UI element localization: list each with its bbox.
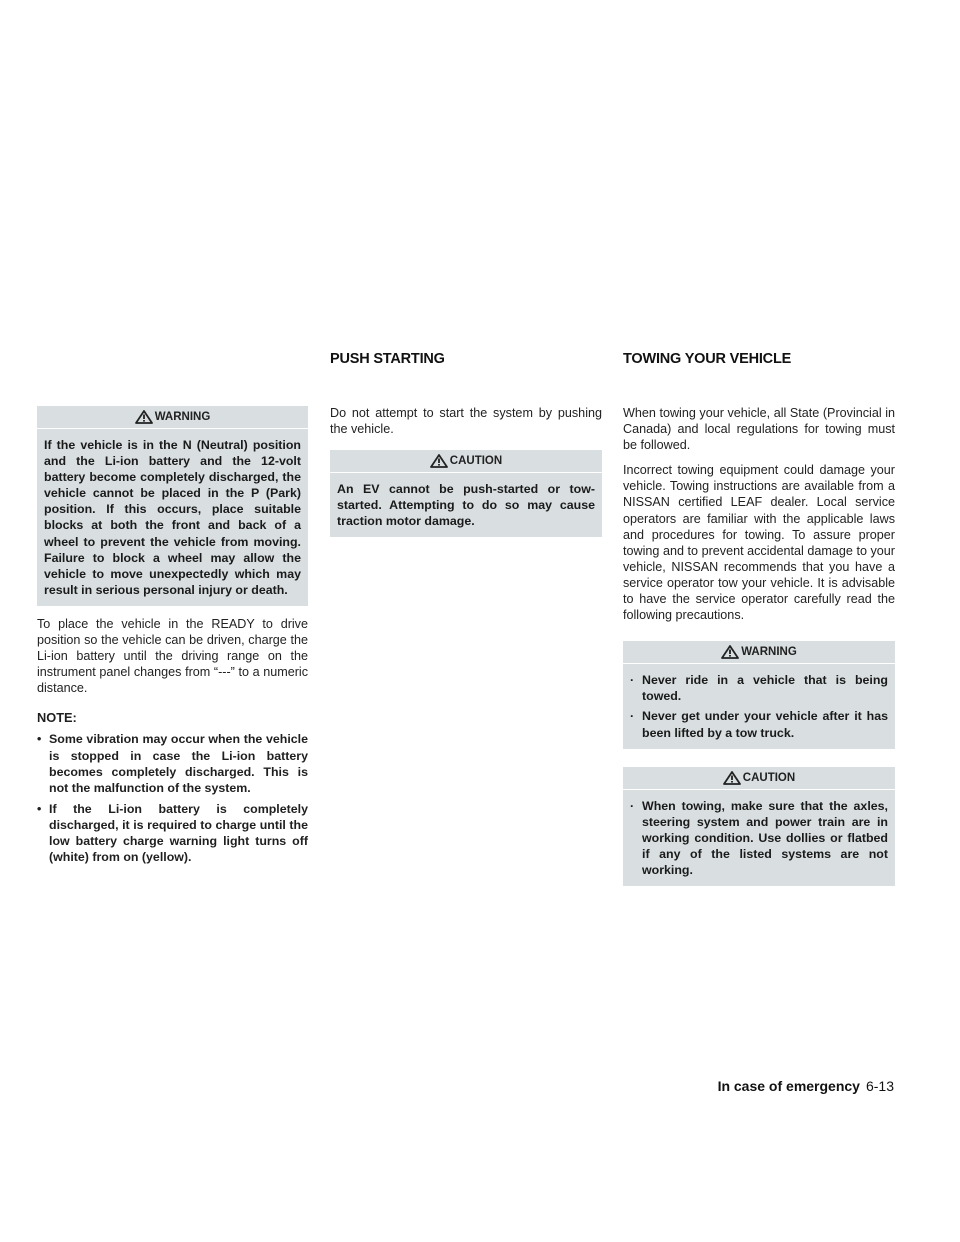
towing-warning-box — [623, 641, 895, 748]
note-item: • Some vibration may occur when the vehicle is stopped in case the Li-ion battery becomes completely discharged. This is not the malfunction of the system. — [37, 732, 308, 795]
ready-paragraph: To place the vehicle in the READY to drive position so the vehicle can be driven, charge the Li-ion battery until the driving range on the instrument panel changes from “---” to a numeric distance. — [37, 616, 308, 696]
towing-column — [623, 349, 895, 896]
caution-label: CAUTION — [449, 455, 503, 468]
caution-header — [330, 450, 602, 473]
towing-warning-header — [623, 641, 895, 664]
list-item: · Never get under your vehicle after it has been lifted by a tow truck. — [630, 709, 888, 740]
caution-box — [330, 450, 602, 537]
warning-triangle-icon — [723, 771, 741, 785]
push-starting-title: PUSH STARTING — [330, 351, 445, 367]
list-item: · When towing, make sure that the axles, steering system and power train are in working condition. Use dollies or flatbed if any of the listed systems are not working. — [630, 798, 888, 877]
warning-box — [37, 406, 308, 606]
left-column — [37, 406, 308, 870]
warning-label: WARNING — [154, 411, 211, 423]
towing-title: TOWING YOUR VEHICLE — [623, 351, 792, 367]
towing-caution-header — [623, 767, 895, 790]
towing-para-1: When towing your vehicle, all State (Provincial in Canada) and local regulations for towing must be followed. — [623, 406, 895, 453]
warning-triangle-icon — [135, 410, 153, 424]
bullet-icon: • — [37, 732, 42, 747]
page-footer — [718, 1078, 894, 1094]
bullet-icon: · — [630, 673, 635, 688]
bullet-icon: · — [630, 798, 635, 813]
warning-triangle-icon — [721, 645, 739, 659]
warning-text: If the vehicle is in the N (Neutral) position and the Li-ion battery and the 12-volt battery become completely discharged, the vehicle cannot be placed in the P (Park) position. If this occurs, place suitable blocks at both the front and back of a wheel to prevent the vehicle from moving. Failure to block a wheel may allow the vehicle to move unexpectedly which may result in serious personal injury or death. — [44, 438, 301, 597]
caution-text: An EV cannot be push-started or tow-started. Attempting to do so may cause traction motor damage. — [337, 482, 595, 529]
chapter-title: In case of emergency — [717, 1078, 860, 1094]
list-item: · Never ride in a vehicle that is being towed. — [630, 673, 888, 704]
note-item: • If the Li-ion battery is completely discharged, it is required to charge until the low battery charge warning light turns off (white) from on (yellow). — [37, 801, 308, 865]
push-starting-intro: Do not attempt to start the system by pushing the vehicle. — [330, 406, 602, 437]
bullet-icon: · — [630, 709, 635, 724]
towing-para-2: Incorrect towing equipment could damage your vehicle. Towing instructions are available from a NISSAN certified LEAF dealer. Local service operators are familiar with the applicable laws and procedures for towing. To assure proper towing and to prevent accidental damage to your vehicle, NISSAN recommends that you have a service operator tow your vehicle. It is advisable to have the service operator carefully read the following precautions. — [623, 463, 895, 623]
towing-caution-box — [623, 767, 895, 886]
towing-caution-label: CAUTION — [742, 771, 796, 784]
warning-triangle-icon — [430, 454, 448, 468]
towing-warning-label: WARNING — [741, 646, 797, 659]
bullet-icon: • — [37, 801, 42, 816]
note-title: NOTE: — [37, 710, 77, 726]
warning-header — [37, 406, 308, 429]
page-number: 6-13 — [865, 1078, 894, 1094]
push-starting-column — [330, 349, 602, 547]
